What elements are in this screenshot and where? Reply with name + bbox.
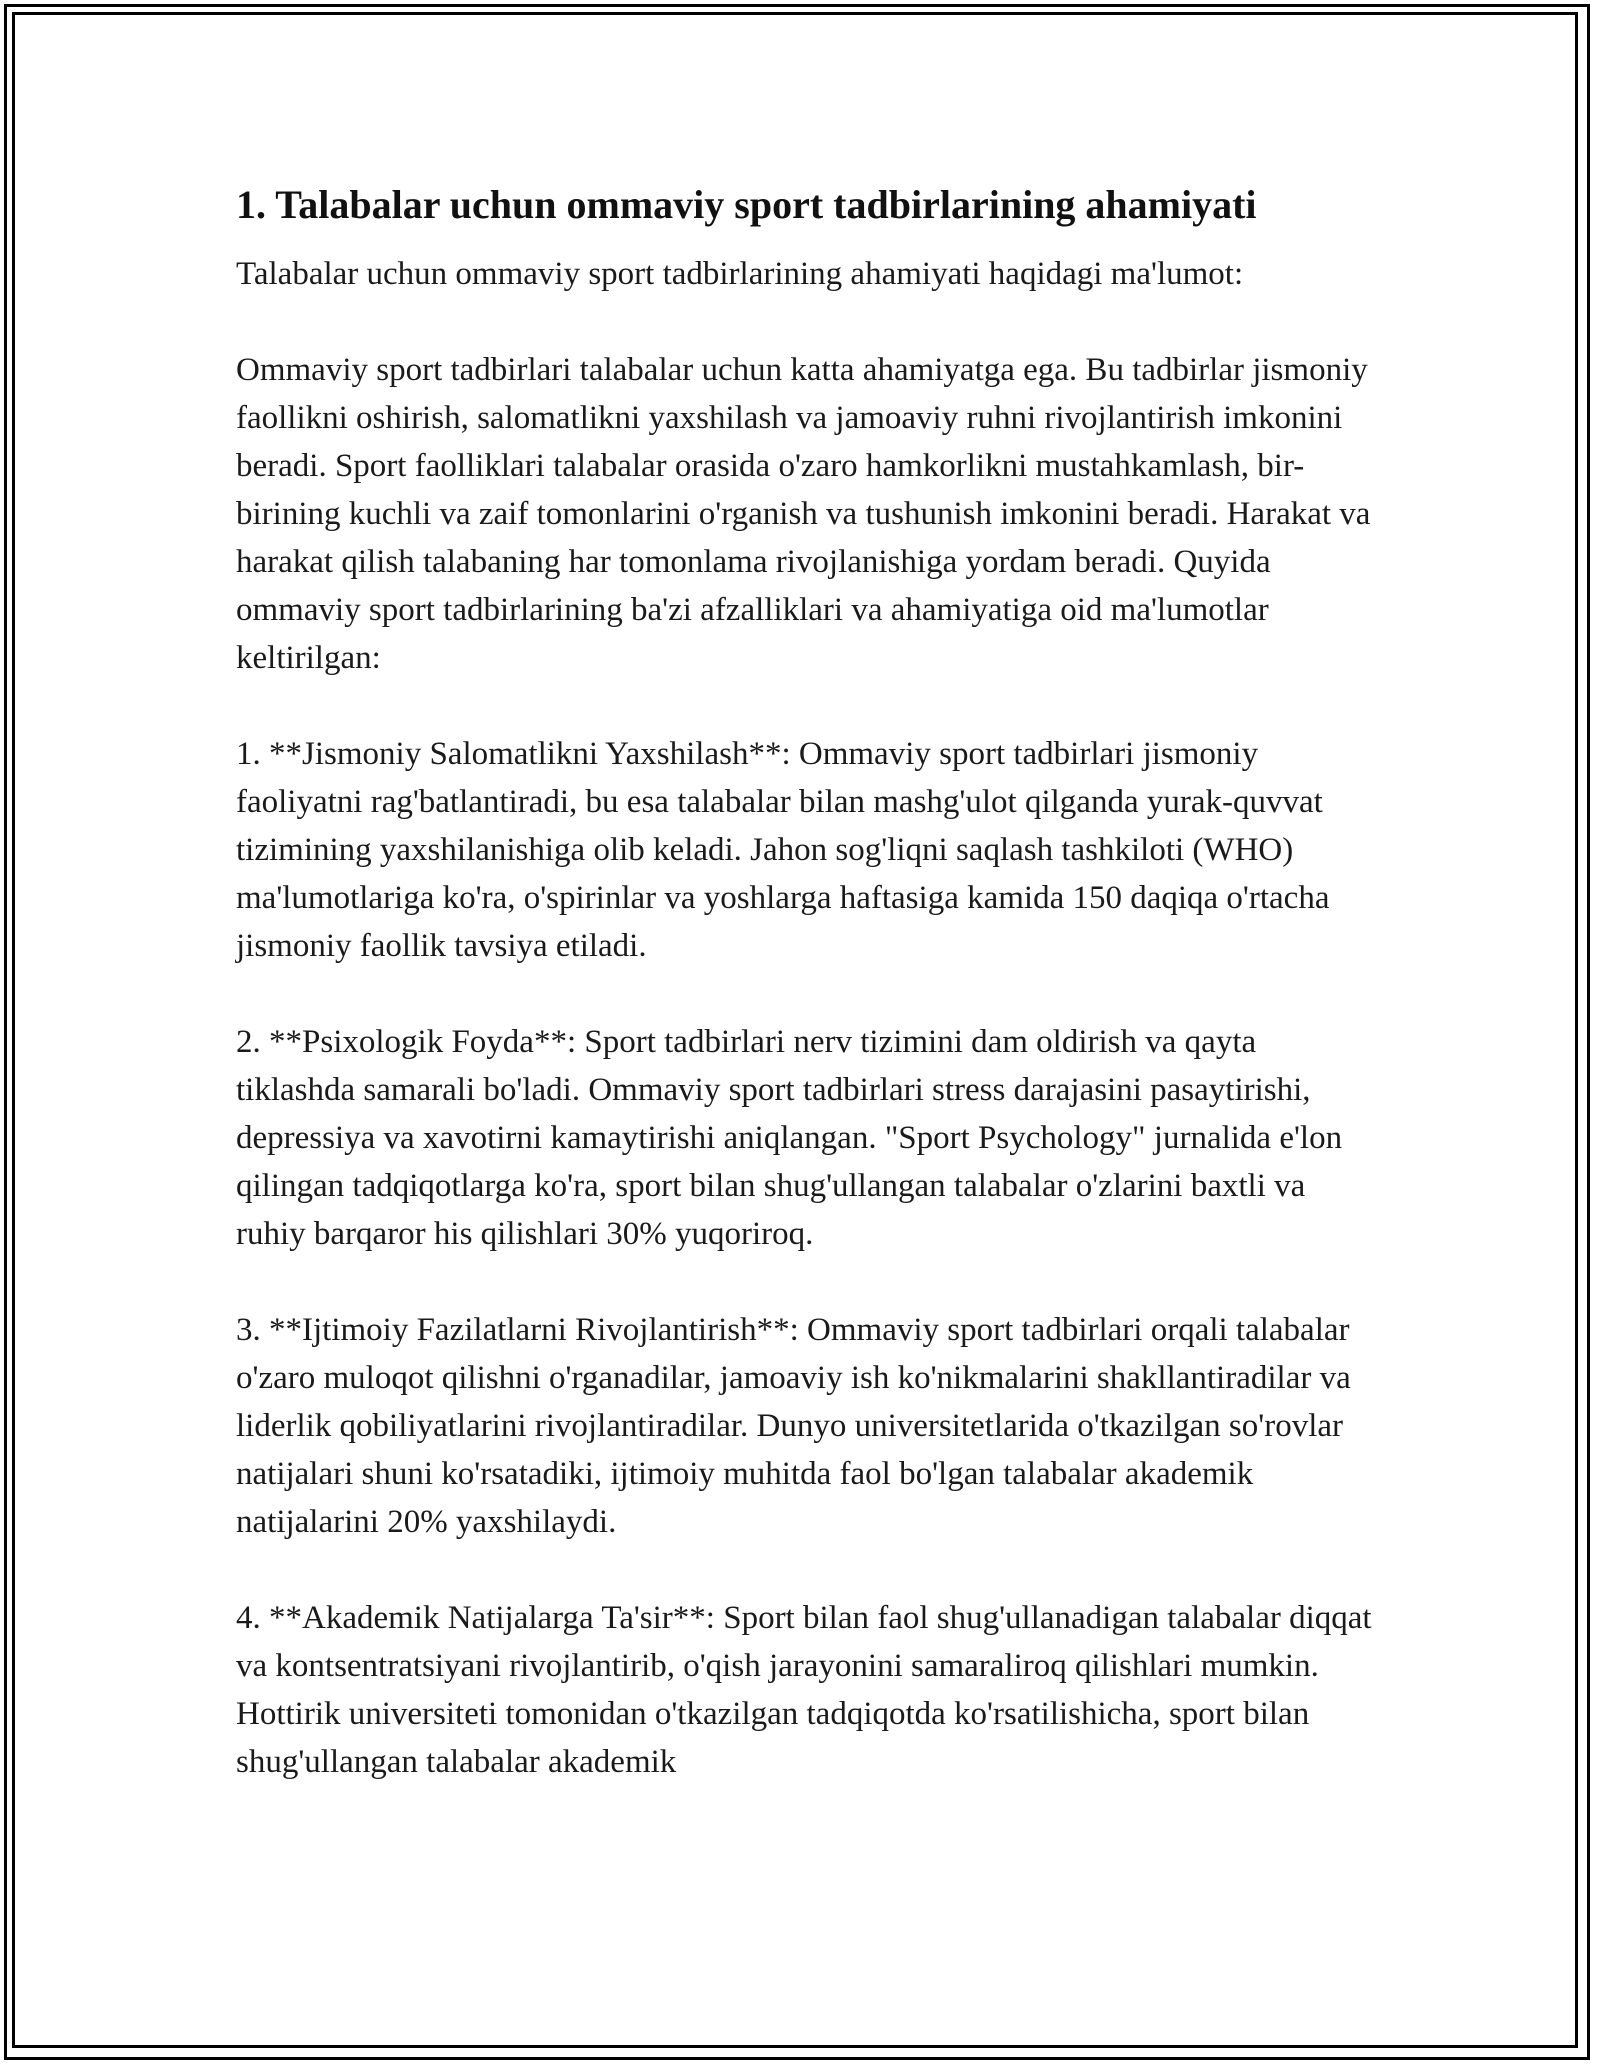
list-item-physical-health: 1. **Jismoniy Salomatlikni Yaxshilash**: Ommaviy sport tadbirlari jismoniy faoliyatni rag'batlantiradi, bu esa talabalar bilan mashg'ulot qilganda yurak-quvvat tizimining yaxshilanishiga olib keladi. Jahon sog'liqni saqlash tashkiloti (WHO) ma'lumotlariga ko'ra, o'spirinlar va yoshlarga haftasiga kamida 150 daqiqa o'rtacha jismoniy faollik tavsiya etiladi. bbox=[236, 736, 1330, 964]
document-title: 1. Talabalar uchun ommaviy sport tadbirlarining ahamiyati bbox=[236, 182, 1257, 227]
list-item-psychological-benefit: 2. **Psixologik Foyda**: Sport tadbirlari nerv tizimini dam oldirish va qayta tiklashda samarali bo'ladi. Ommaviy sport tadbirlari stress darajasini pasaytirishi, depressiya va xavotirni kamaytirishi aniqlangan. "Sport Psychology" jurnalida e'lon qilingan tadqiqotlarga ko'ra, sport bilan shug'ullangan talabalar o'zlarini baxtli va ruhiy barqaror his qilishlari 30% yuqoriroq. bbox=[236, 1024, 1343, 1252]
document-body bbox=[236, 180, 1376, 1834]
overview-paragraph: Ommaviy sport tadbirlari talabalar uchun katta ahamiyatga ega. Bu tadbirlar jismoniy faollikni oshirish, salomatlikni yaxshilash va jamoaviy ruhni rivojlantirish imkonini beradi. Sport faolliklari talabalar orasida o'zaro hamkorlikni mustahkamlash, bir-birining kuchli va zaif tomonlarini o'rganish va tushunish imkonini beradi. Harakat va harakat qilish talabaning har tomonlama rivojlanishiga yordam beradi. Quyida ommaviy sport tadbirlarining ba'zi afzalliklari va ahamiyatiga oid ma'lumotlar keltirilgan: bbox=[236, 352, 1371, 676]
list-item-social-qualities: 3. **Ijtimoiy Fazilatlarni Rivojlantirish**: Ommaviy sport tadbirlari orqali talabalar o'zaro muloqot qilishni o'rganadilar, jamoaviy ish ko'nikmalarini shakllantiradilar va liderlik qobiliyatlarini rivojlantiradilar. Dunyo universitetlarida o'tkazilgan so'rovlar natijalari shuni ko'rsatadiki, ijtimoiy muhitda faol bo'lgan talabalar akademik natijalarini 20% yaxshilaydi. bbox=[236, 1312, 1351, 1540]
intro-paragraph: Talabalar uchun ommaviy sport tadbirlarining ahamiyati haqidagi ma'lumot: bbox=[236, 256, 1244, 292]
list-item-academic-impact: 4. **Akademik Natijalarga Ta'sir**: Sport bilan faol shug'ullanadigan talabalar diqqat va kontsentratsiyani rivojlantirib, o'qish jarayonini samaraliroq qilishlari mumkin. Hottirik universiteti tomonidan o'tkazilgan tadqiqotda ko'rsatilishicha, sport bilan shug'ullangan talabalar akademik bbox=[236, 1600, 1372, 1780]
